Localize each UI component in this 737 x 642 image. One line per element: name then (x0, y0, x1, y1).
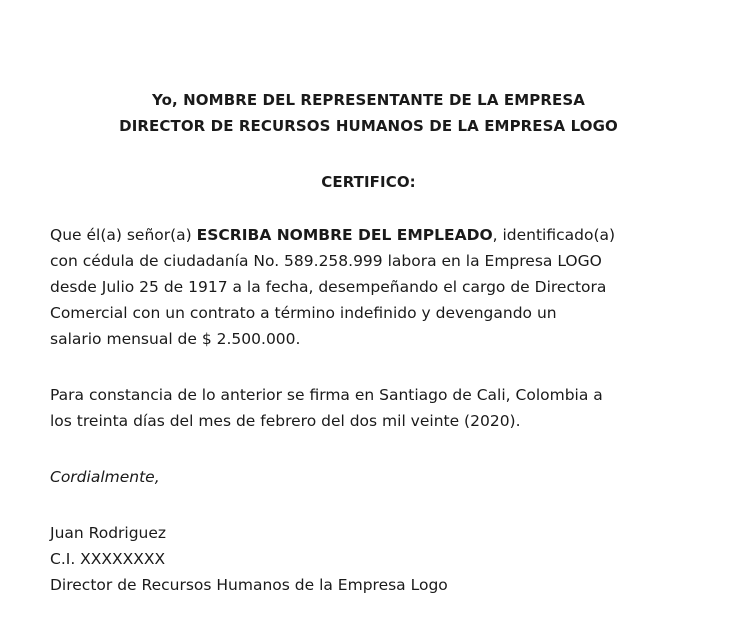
representative-heading: Yo, NOMBRE DEL REPRESENTANTE DE LA EMPRESA (152, 91, 585, 109)
paragraph-line (50, 222, 700, 248)
constancy-paragraph (50, 382, 700, 434)
paragraph-line: desde Julio 25 de 1917 a la fecha, desempeñando el cargo de Directora (50, 278, 607, 296)
signer-id: C.I. XXXXXXXX (50, 550, 166, 568)
paragraph-line: los treinta días del mes de febrero del dos mil veinte (2020). (50, 412, 521, 430)
paragraph-line: salario mensual de $ 2.500.000. (50, 330, 301, 348)
certification-paragraph (50, 222, 700, 352)
paragraph-line: Comercial con un contrato a término indefinido y devengando un (50, 304, 557, 322)
employee-name: ESCRIBA NOMBRE DEL EMPLEADO (196, 226, 493, 244)
signature-block (50, 520, 700, 598)
intro-suffix-text: , identificado(a) (492, 226, 616, 244)
paragraph-line: con cédula de ciudadanía No. 589.258.999 labora en la Empresa LOGO (50, 252, 602, 270)
signer-name: Juan Rodriguez (50, 524, 167, 542)
intro-text: Que él(a) señor(a) (50, 226, 197, 244)
certifico-heading: CERTIFICO: (321, 173, 416, 191)
signer-title: Director de Recursos Humanos de la Empresa Logo (50, 576, 448, 594)
paragraph-line: Para constancia de lo anterior se firma en Santiago de Cali, Colombia a (50, 386, 603, 404)
closing-salutation: Cordialmente, (50, 468, 160, 486)
director-heading: DIRECTOR DE RECURSOS HUMANOS DE LA EMPRESA LOGO (119, 117, 618, 135)
